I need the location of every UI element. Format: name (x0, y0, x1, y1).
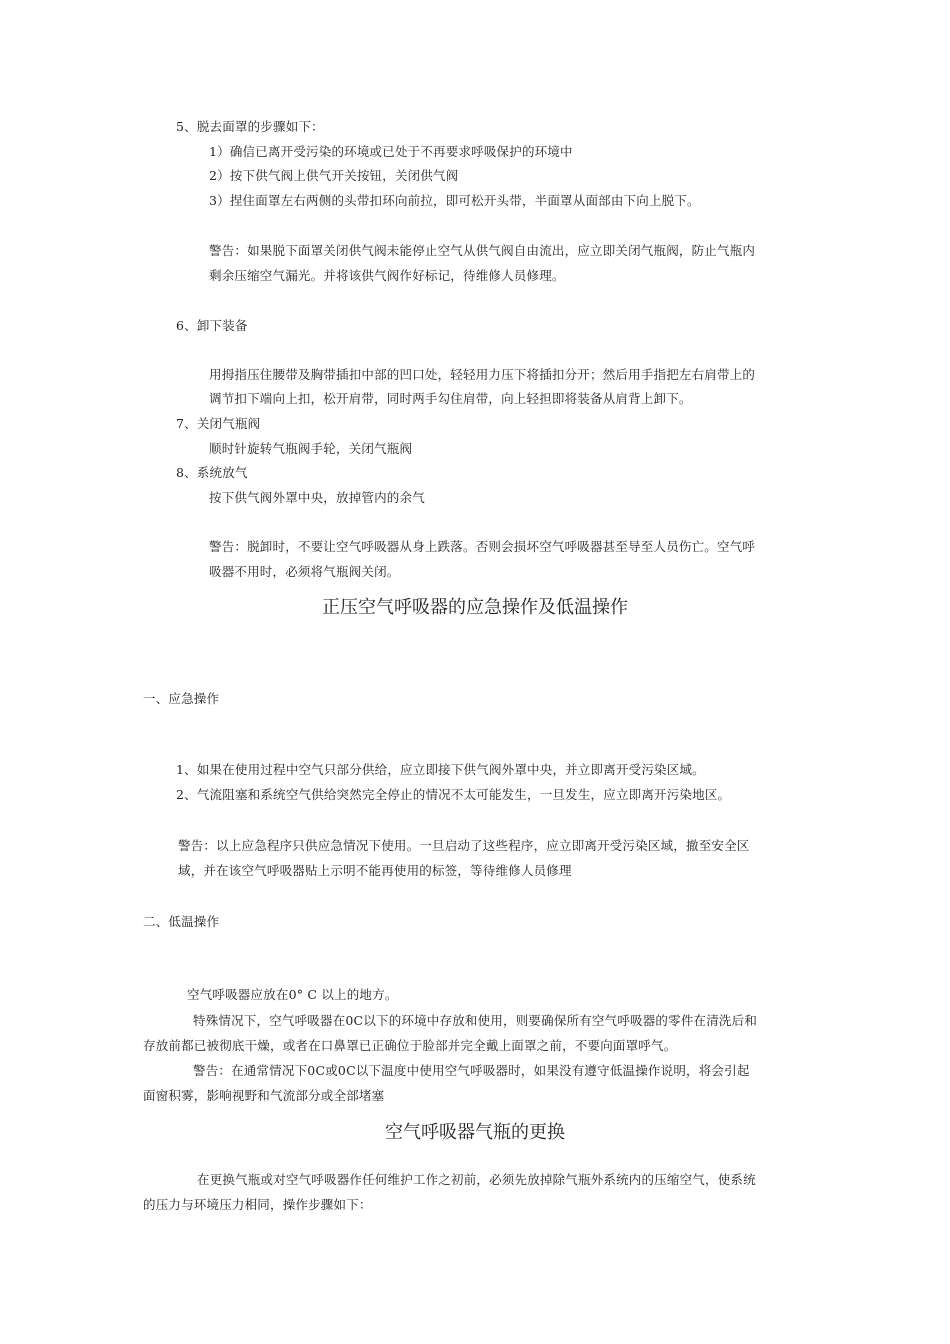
emergency-item-1: 1、如果在使用过程中空气只部分供给，应立即接下供气阀外罩中央，并立即离开受污染区域。 (176, 762, 705, 777)
low-temp-para-2-line-2: 存放前都已被彻底干燥，或者在口鼻罩已正确位于脸部并完全戴上面罩之前，不要向面罩呼气。 (143, 1038, 677, 1053)
low-temp-para-2-line-1: 特殊情况下，空气呼吸器在0C以下的环境中存放和使用，则要确保所有空气呼吸器的零件在清洗后和 (193, 1013, 758, 1028)
cylinder-para-line-2: 的压力与环境压力相同，操作步骤如下： (143, 1197, 372, 1212)
section-8-line-1: 按下供气阀外罩中央，放掉管内的余气 (209, 490, 425, 505)
emergency-item-2: 2、气流阻塞和系统空气供给突然完全停止的情况不太可能发生，一旦发生，应立即离开污染地区。 (176, 787, 731, 802)
low-temp-warning-line-1: 警告：在通常情况下0C或0C以下温度中使用空气呼吸器时，如果没有遵守低温操作说明，将会引起 (193, 1063, 750, 1078)
section-5-step-3: 3）捏住面罩左右两侧的头带扣环向前拉，即可松开头带，半面罩从面部由下向上脱下。 (209, 193, 700, 208)
section-7-line-1: 顺时针旋转气瓶阀手轮，关闭气瓶阀 (209, 441, 413, 456)
heading-cylinder-replacement: 空气呼吸器气瓶的更换 (385, 1122, 565, 1143)
section-8-warning-line-1: 警告：脱卸时，不要让空气呼吸器从身上跌落。否则会损坏空气呼吸器甚至导至人员伤亡。空气呼 (209, 539, 756, 554)
heading-emergency-low-temp: 正压空气呼吸器的应急操作及低温操作 (322, 597, 628, 618)
section-6-line-2: 调节扣下端向上扣，松开肩带，同时两手勾住肩带，向上轻担即将装备从肩背上卸下。 (209, 391, 692, 406)
section-6-title: 6、卸下装备 (176, 318, 248, 333)
cylinder-para-line-1: 在更换气瓶或对空气呼吸器作任何维护工作之初前，必须先放掉除气瓶外系统内的压缩空气，使系统 (197, 1172, 756, 1187)
section-5-step-2: 2）按下供气阀上供气开关按钮，关闭供气阀 (209, 168, 459, 183)
section-5-warning-line-1: 警告：如果脱下面罩关闭供气阀未能停止空气从供气阀自由流出，应立即关闭气瓶阀，防止气瓶内 (209, 243, 756, 258)
section-6-line-1: 用拇指压住腰带及胸带插扣中部的凹口处，轻轻用力压下将插扣分开；然后用手指把左右肩带上的 (209, 367, 756, 382)
emergency-warning-line-2: 域，并在该空气呼吸器贴上示明不能再使用的标签，等待维修人员修理 (178, 863, 572, 878)
low-temp-title: 二、低温操作 (143, 914, 220, 929)
section-5-step-1: 1）确信已离开受污染的环境或已处于不再要求呼吸保护的环境中 (209, 144, 573, 159)
section-5-title: 5、脱去面罩的步骤如下： (176, 119, 324, 134)
section-5-warning-line-2: 剩余压缩空气漏光。并将该供气阀作好标记，待维修人员修理。 (209, 268, 565, 283)
low-temp-para-1: 空气呼吸器应放在0° C 以上的地方。 (187, 987, 398, 1002)
emergency-title: 一、应急操作 (143, 691, 220, 706)
section-7-title: 7、关闭气瓶阀 (176, 416, 261, 431)
section-8-warning-line-2: 吸器不用时，必须将气瓶阀关闭。 (209, 564, 400, 579)
section-8-title: 8、系统放气 (176, 465, 248, 480)
low-temp-warning-line-2: 面窗积雾，影响视野和气流部分或全部堵塞 (143, 1088, 385, 1103)
emergency-warning-line-1: 警告：以上应急程序只供应急情况下使用。一旦启动了这些程序，应立即离开受污染区域，撤至安全区 (178, 838, 750, 853)
